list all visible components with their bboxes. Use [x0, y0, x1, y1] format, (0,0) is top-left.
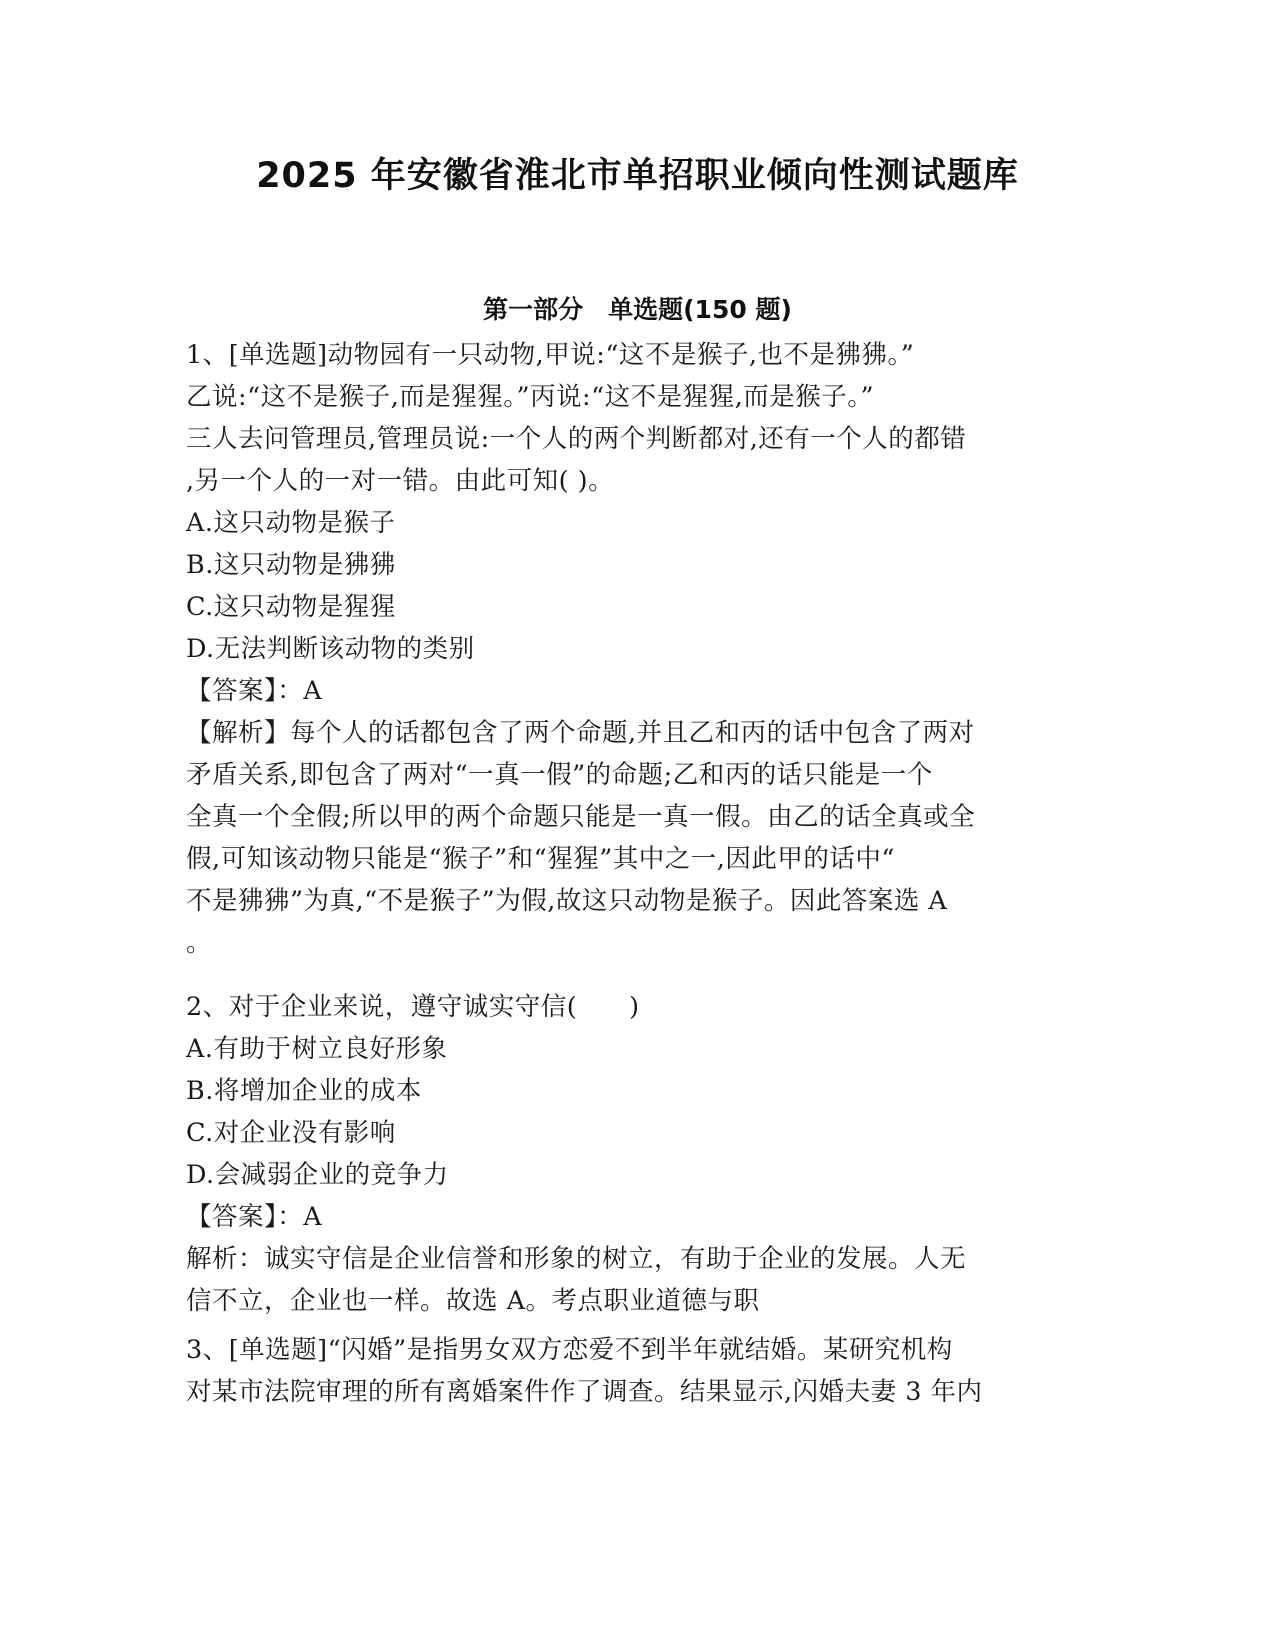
- question-1-answer: 【答案】：A: [186, 676, 323, 706]
- question-1-analysis-line: 。: [186, 928, 213, 958]
- question-2-stem: 2、对于企业来说，遵守诚实守信( ): [186, 992, 640, 1022]
- section-heading: 第一部分 单选题(150 题): [483, 295, 792, 324]
- question-2-answer: 【答案】：A: [186, 1202, 323, 1232]
- question-1-option-a: A.这只动物是猴子: [186, 508, 396, 538]
- question-2-analysis-line: 解析：诚实守信是企业信誉和形象的树立，有助于企业的发展。人无: [186, 1244, 967, 1274]
- question-3-stem-line: 对某市法院审理的所有离婚案件作了调查。结果显示,闪婚夫妻 3 年内: [186, 1377, 983, 1407]
- document-title: 2025 年安徽省淮北市单招职业倾向性测试题库: [256, 156, 1019, 196]
- question-1-stem-line: ,另一个人的一对一错。由此可知( )。: [186, 466, 615, 496]
- question-1-analysis-line: 不是狒狒”为真,“不是猴子”为假,故这只动物是猴子。因此答案选 A: [186, 886, 948, 916]
- question-1-analysis-line: 矛盾关系,即包含了两对“一真一假”的命题;乙和丙的话只能是一个: [186, 760, 933, 790]
- question-1-analysis-line: 全真一个全假;所以甲的两个命题只能是一真一假。由乙的话全真或全: [186, 802, 976, 832]
- question-1-stem-line: 乙说:“这不是猴子,而是猩猩。”丙说:“这不是猩猩,而是猴子。”: [186, 382, 875, 412]
- question-1-option-c: C.这只动物是猩猩: [186, 592, 396, 622]
- question-1-analysis-line: 【解析】每个人的话都包含了两个命题,并且乙和丙的话中包含了两对: [186, 718, 975, 748]
- question-1-analysis-line: 假,可知该动物只能是“猴子”和“猩猩”其中之一,因此甲的话中“: [186, 844, 895, 874]
- question-2-option-b: B.将增加企业的成本: [186, 1076, 422, 1106]
- question-1-option-d: D.无法判断该动物的类别: [186, 634, 475, 664]
- question-1-stem-line: 三人去问管理员,管理员说:一个人的两个判断都对,还有一个人的都错: [186, 424, 967, 454]
- question-2-option-c: C.对企业没有影响: [186, 1118, 396, 1148]
- question-1-option-b: B.这只动物是狒狒: [186, 550, 396, 580]
- question-2-option-d: D.会减弱企业的竞争力: [186, 1160, 449, 1190]
- question-1-stem-line: 1、[单选题]动物园有一只动物,甲说:“这不是猴子,也不是狒狒。”: [186, 340, 915, 370]
- question-3-stem-line: 3、[单选题]“闪婚”是指男女双方恋爱不到半年就结婚。某研究机构: [186, 1335, 953, 1365]
- question-2-option-a: A.有助于树立良好形象: [186, 1034, 448, 1064]
- question-2-analysis-line: 信不立，企业也一样。故选 A。考点职业道德与职: [186, 1286, 760, 1316]
